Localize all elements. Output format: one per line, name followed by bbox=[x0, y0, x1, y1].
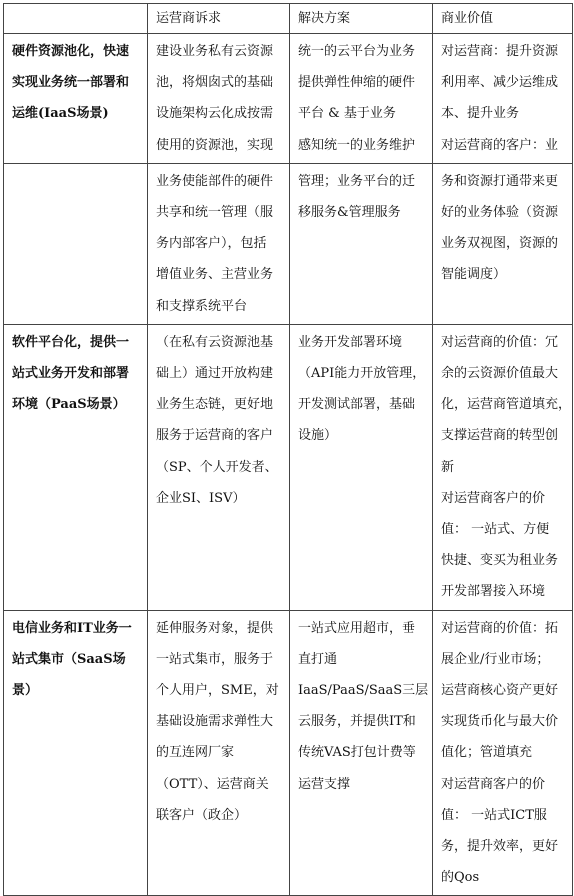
value-cell bbox=[433, 610, 573, 896]
demand-cell bbox=[148, 324, 290, 610]
demand-line: （在私有云资源池基 bbox=[156, 334, 274, 350]
value-line: 实现货币化与最大价 bbox=[441, 714, 559, 730]
value-line: 化，运营商管道填充， bbox=[441, 397, 572, 413]
value-cell bbox=[433, 163, 573, 324]
solution-line: 移服务&管理服务 bbox=[298, 205, 401, 221]
row-title-line: 软件平台化，提供一 bbox=[12, 334, 130, 350]
demand-line: 一站式集市，服务于 bbox=[156, 651, 274, 667]
value-line: 值： 一站式ICT服 bbox=[441, 807, 547, 823]
row-title-line: 运维(IaaS场景) bbox=[12, 106, 109, 122]
value-line: 对运营商客户的价 bbox=[441, 490, 546, 506]
solution-cell bbox=[290, 163, 433, 324]
table-row-iaas-part1 bbox=[4, 34, 573, 164]
demand-cell bbox=[148, 610, 290, 896]
solution-line: 一站式应用超市，垂 bbox=[298, 620, 416, 636]
demand-line: 务内部客户），包括 bbox=[156, 236, 267, 252]
solution-line: 开发测试部署，基础 bbox=[298, 397, 416, 413]
solution-line: 提供弹性伸缩的硬件 bbox=[298, 75, 416, 91]
solution-line: 设施） bbox=[298, 428, 338, 444]
solution-line: 业务开发部署环境 bbox=[298, 334, 403, 350]
header-cell-demand: 运营商诉求 bbox=[148, 4, 290, 34]
value-line: 的Qos bbox=[441, 870, 480, 886]
value-line: 值化；管道填充 bbox=[441, 745, 533, 761]
row-title-iaas bbox=[4, 34, 148, 164]
table-row-saas bbox=[4, 610, 573, 896]
table-header-row bbox=[4, 4, 573, 34]
table-row-iaas-part2 bbox=[4, 163, 573, 324]
row-title-line: 景） bbox=[12, 683, 39, 699]
row-title-line: 硬件资源池化，快速 bbox=[12, 44, 130, 59]
value-line: 务，提升效率，更好 bbox=[441, 839, 559, 855]
row-title-line: 电信业务和IT业务一 bbox=[12, 620, 132, 636]
value-line: 余的云资源价值最大 bbox=[441, 366, 559, 382]
table-row-paas bbox=[4, 324, 573, 610]
solution-line: 感知统一的业务维护 bbox=[298, 137, 416, 153]
demand-cell bbox=[148, 163, 290, 324]
value-line: 展企业/行业市场； bbox=[441, 651, 550, 667]
header-cell-solution: 解决方案 bbox=[290, 4, 433, 34]
value-cell bbox=[433, 34, 573, 164]
value-line: 对运营商的价值：拓 bbox=[441, 620, 559, 636]
value-line: 开发部署接入环境 bbox=[441, 584, 546, 600]
demand-line: 增值业务、主营业务 bbox=[156, 267, 274, 283]
solution-line: IaaS/PaaS/SaaS三层 bbox=[298, 683, 429, 699]
value-line: 务和资源打通带来更 bbox=[441, 173, 559, 189]
header-cell-empty bbox=[4, 4, 148, 34]
value-line: 新 bbox=[441, 459, 455, 475]
value-cell bbox=[433, 324, 573, 610]
row-title-paas bbox=[4, 324, 148, 610]
solution-line: 平台 & 基于业务 bbox=[298, 106, 396, 122]
demand-line: 和支撑系统平台 bbox=[156, 298, 248, 314]
demand-line: 联客户（政企） bbox=[156, 807, 248, 823]
demand-line: （SP、个人开发者、 bbox=[156, 459, 278, 475]
demand-line: 设施架构云化成按需 bbox=[156, 106, 274, 122]
demand-line: 服务于运营商的客户 bbox=[156, 428, 274, 444]
value-line: 运营商核心资产更好 bbox=[441, 683, 559, 699]
solution-line: 传统VAS打包计费等 bbox=[298, 745, 416, 761]
demand-line: （OTT）、运营商关 bbox=[156, 776, 269, 792]
demand-line: 的互连网厂家 bbox=[156, 745, 235, 761]
row-title-line: 站式业务开发和部署 bbox=[12, 366, 130, 382]
row-title-line: 环境（PaaS场景） bbox=[12, 397, 126, 413]
solution-line: 运营支撑 bbox=[298, 776, 351, 792]
value-line: 利用率、减少运维成 bbox=[441, 75, 559, 91]
demand-line: 建设业务私有云资源 bbox=[156, 44, 274, 59]
demand-line: 使用的资源池，实现 bbox=[156, 137, 274, 153]
demand-line: 池，将烟囱式的基础 bbox=[156, 75, 274, 91]
header-cell-value: 商业价值 bbox=[433, 4, 573, 34]
solution-line: 统一的云平台为业务 bbox=[298, 44, 416, 59]
solution-line: 云服务，并提供IT和 bbox=[298, 714, 416, 730]
solution-cell bbox=[290, 610, 433, 896]
value-line: 支撑运营商的转型创 bbox=[441, 428, 559, 444]
row-title-saas bbox=[4, 610, 148, 896]
value-line: 好的业务体验（资源 bbox=[441, 205, 559, 221]
demand-line: 共享和统一管理（服 bbox=[156, 205, 274, 221]
value-line: 值： 一站式、方便 bbox=[441, 522, 550, 538]
demand-line: 业务使能部件的硬件 bbox=[156, 173, 274, 189]
value-line: 对运营商的价值：冗 bbox=[441, 334, 559, 350]
solution-line: （API能力开放管理， bbox=[298, 366, 426, 382]
demand-line: 础上）通过开放构建 bbox=[156, 366, 274, 382]
value-line: 对运营商：提升资源 bbox=[441, 44, 559, 59]
demand-line: 基础设施需求弹性大 bbox=[156, 714, 274, 730]
row-title-line: 站式集市（SaaS场 bbox=[12, 651, 126, 667]
solution-cell bbox=[290, 324, 433, 610]
demand-line: 个人用户，SME，对 bbox=[156, 683, 279, 699]
value-line: 业务双视图，资源的 bbox=[441, 236, 559, 252]
value-line: 智能调度） bbox=[441, 267, 507, 283]
demand-cell bbox=[148, 34, 290, 164]
row-title-empty bbox=[4, 163, 148, 324]
value-line: 快捷、变买为租业务 bbox=[441, 553, 559, 569]
business-value-table bbox=[3, 3, 573, 896]
demand-line: 企业SI、ISV） bbox=[156, 490, 246, 506]
row-title-line: 实现业务统一部署和 bbox=[12, 75, 130, 91]
solution-line: 管理；业务平台的迁 bbox=[298, 173, 416, 189]
value-line: 对运营商客户的价 bbox=[441, 776, 546, 792]
demand-line: 延伸服务对象，提供 bbox=[156, 620, 274, 636]
value-line: 对运营商的客户：业 bbox=[441, 137, 559, 153]
demand-line: 业务生态链，更好地 bbox=[156, 397, 274, 413]
value-line: 本、提升业务 bbox=[441, 106, 520, 122]
solution-cell bbox=[290, 34, 433, 164]
solution-line: 直打通 bbox=[298, 651, 338, 667]
